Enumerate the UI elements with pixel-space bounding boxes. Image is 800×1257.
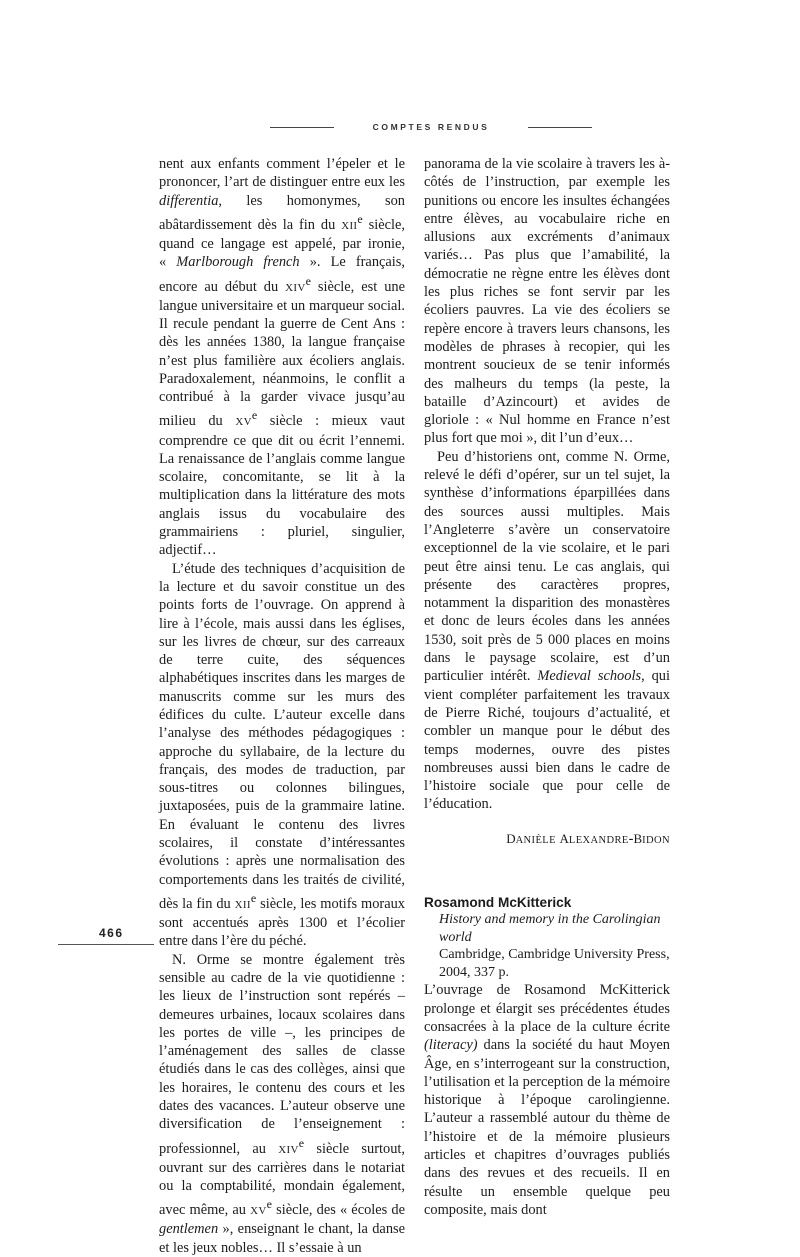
page-number: 466 — [99, 926, 124, 940]
running-header — [270, 122, 592, 132]
header-rule-left — [270, 127, 334, 128]
review-details: 2004, 337 p. — [439, 964, 509, 980]
header-title: COMPTES RENDUS — [372, 122, 490, 132]
paragraph: Peu d’historiens ont, comme N. Orme, relevé le défi d’opérer, sur un tel sujet, la synthèse d’informations éparpillées dans des sources aussi multiples. Mais l’Angleterre s’avère un conservatoire exceptionnel de la vie scolaire, et le pari peut être ainsi tenu. Le cas anglais, qui présente des caractères propres, notamment la disparition des monastères et donc de leurs écoles dans les années 1530, soit près de 5 000 places en moins dans le paysage scolaire, est d’un particulier intérêt. Medieval schools, qui vient compléter parfaitement les travaux de Pierre Riché, toujours d’actualité, et combler un manque pour le début des temps modernes, ouvre des pistes nombreuses aussi bien dans le cadre de l’histoire sociale que pour celle de l’éducation. — [424, 448, 670, 813]
review-heading — [424, 894, 670, 981]
review-signature: DANIÈLE ALEXANDRE-BIDON — [506, 830, 670, 847]
paragraph: nent aux enfants comment l’épeler et le prononcer, l’art de distinguer entre eux les differentia, les homonymes, son abâtardissement dès la fin du XIIe siècle, quand ce langage est appelé, par ironie, « Marlborough french ». Le français, encore au début du XIVe siècle, est une langue universitaire et un marqueur social. Il recule pendant la guerre de Cent Ans : dès les années 1380, la langue française n’est plus familière aux écoliers anglais. Paradoxalement, néanmoins, le conflit a contribué à la garder vivace jusqu’au milieu du XVe siècle : mieux vaut comprendre ce que dit ou écrit l’ennemi. La renaissance de l’anglais comme langue scolaire, concomitante, se lit à la multiplication dans la littérature des mots anglais issus du vocabulaire des grammairiens : pluriel, singulier, adjectif… — [159, 156, 405, 559]
review-publisher: Cambridge, Cambridge University Press, — [439, 947, 670, 963]
header-rule-right — [528, 127, 592, 128]
paragraph: N. Orme se montre également très sensible au cadre de la vie quotidienne : les lieux de l’instruction sont repérés – demeures urbaines, locaux scolaires dans les portes de ville –, les principes de l’aménagement des salles de classe étudiés dans le cas des collèges, ainsi que les horaires, le contenu des cours et les dates des vacances. L’auteur observe une diversification de l’enseignement : professionnel, au XIVe siècle surtout, ouvrant sur des carrières dans le notariat ou la comptabilité, mondain également, avec même, au XVe siècle, des « écoles de gentlemen », enseignant le chant, la danse et les jeux nobles… Il s’essaie à un — [159, 951, 405, 1256]
page-number-rule — [58, 944, 154, 945]
review-author: Rosamond McKitterick — [424, 894, 572, 910]
right-column — [424, 155, 670, 1219]
review-title: History and memory in the Carolingian world — [439, 911, 661, 945]
paragraph: panorama de la vie scolaire à travers les à-côtés de l’instruction, par exemple les punitions ou encore les insultes échangées entre élèves, au vocabulaire riche en allusions aux excréments d’animaux variés… Pas plus que l’amabilité, la démocratie ne règne entre les élèves dont les plus riches se font servir par les écoliers pauvres. La vie des écoliers se repère encore à travers leurs chansons, les modèles de phrases à recopier, qui les montrent soucieux de se tenir informés des malheurs du temps (la peste, la bataille d’Azincourt) et avides de gloriole : « Nul homme en France n’est plus fort que moi », dit l’un d’eux… — [424, 156, 670, 447]
paragraph: L’ouvrage de Rosamond McKitterick prolonge et élargit ses précédentes études consacrées à la place de la culture écrite (literacy) dans la société du haut Moyen Âge, en s’interrogeant sur la construction, l’utilisation et la perception de la mémoire historique à l’époque carolingienne. L’auteur a rassemblé autour du thème de l’histoire et de la mémoire plusieurs articles et chapitres d’ouvrages publiés dans des revues et des recueils. Il en résulte un ensemble quelque peu composite, mais dont — [424, 982, 670, 1218]
left-column — [159, 155, 405, 1257]
paragraph: L’étude des techniques d’acquisition de la lecture et du savoir constitue un des points forts de l’ouvrage. On apprend à lire à l’école, mais aussi dans les églises, sur les livres de chœur, sur des carreaux de terre cuite, des séquences alphabétiques inscrites dans les marges de manuscrits comme sur les murs des édifices du culte. L’auteur excelle dans l’analyse des méthodes pédagogiques : approche du syllabaire, de la lecture du français, des modes de traduction, par sous-titres ou colonnes bilingues, juxtaposées, puis de la grammaire latine. En évaluant le contenu des livres scolaires, il constate d’intéressantes évolutions : après une normalisation des comportements dans les traités de civilité, dès la fin du XIIe siècle, les motifs moraux sont accentués après 1300 et l’écolier entre dans l’ère du péché. — [159, 560, 405, 950]
